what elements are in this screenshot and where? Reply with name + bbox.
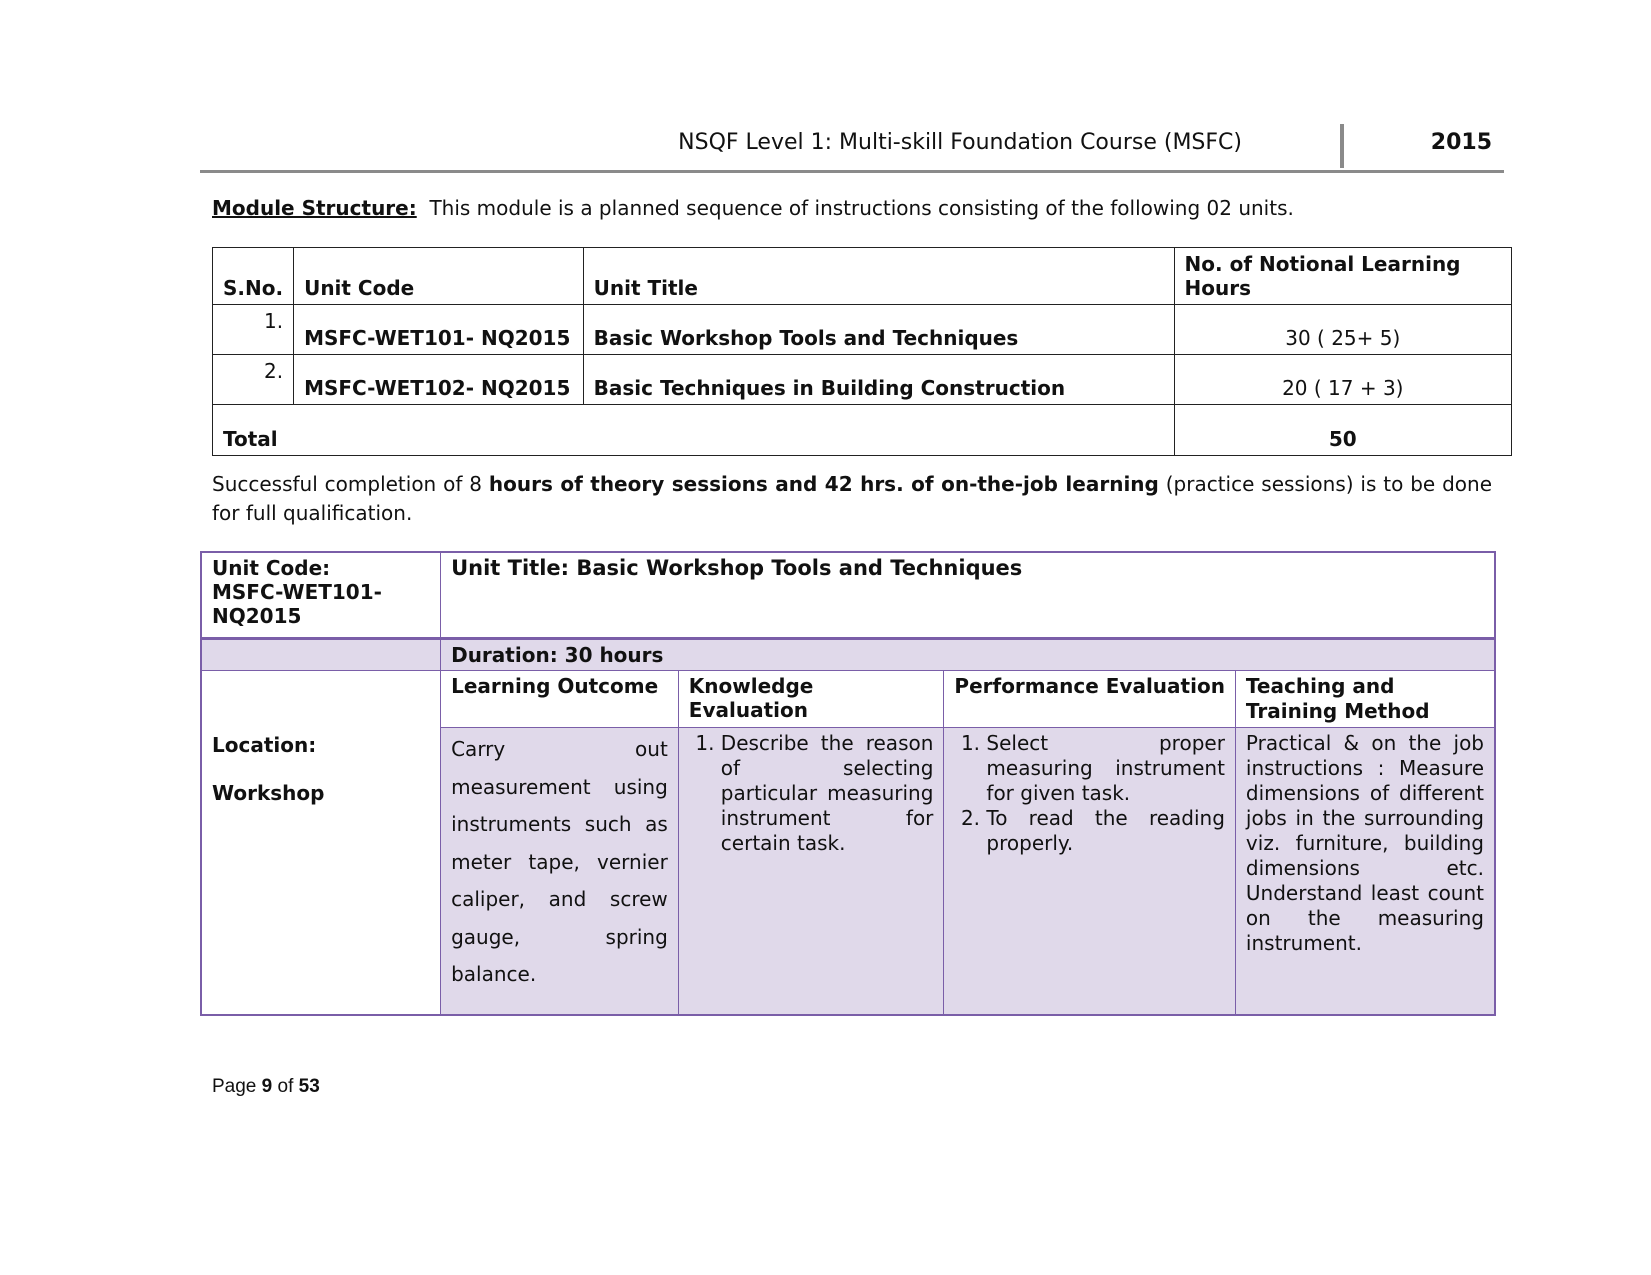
duration-text: Duration: 30 hours: [441, 639, 1495, 671]
lo-line: gauge, spring: [451, 924, 668, 949]
total-row: [213, 405, 1512, 456]
unit-code-label: Unit Code:: [212, 556, 331, 580]
performance-evaluation-cell: [944, 728, 1236, 1016]
header-knowledge-evaluation: Knowledge Evaluation: [678, 671, 944, 728]
row-unit-code: MSFC-WET101- NQ2015: [294, 305, 584, 355]
unit-code-line1: MSFC-WET101-: [212, 580, 382, 604]
row-hours: 30 ( 25+ 5): [1174, 305, 1511, 355]
teaching-method-text: Practical & on the job instructions : Measure dimensions of different jobs in the surrounding viz. furniture, building dimensions etc. Understand least count on the measuring instrument.: [1245, 731, 1484, 955]
lo-line: meter tape, vernier: [451, 849, 668, 874]
lo-line: caliper, and screw: [451, 887, 668, 911]
list-item: 1. Select proper measuring instrument for given task.: [986, 731, 1225, 806]
row-unit-title: Basic Techniques in Building Construction: [583, 355, 1174, 405]
location-cell: [201, 671, 441, 1016]
knowledge-evaluation-cell: [678, 728, 944, 1016]
table-row: [213, 355, 1512, 405]
page-header: [200, 122, 1504, 173]
units-table: [212, 247, 1512, 456]
header-unit-title: Unit Title: [583, 248, 1174, 305]
completion-text-start: Successful completion of 8: [212, 472, 489, 496]
learning-outcome-cell: [441, 728, 679, 1016]
list-item: 1. Describe the reason of selecting particular measuring instrument for certain task.: [721, 731, 934, 856]
header-divider: [1340, 124, 1344, 168]
table-row: [213, 305, 1512, 355]
header-title: NSQF Level 1: Multi-skill Foundation Course (MSFC): [678, 130, 1242, 155]
unit-title: Unit Title: Basic Workshop Tools and Techniques: [441, 552, 1495, 639]
header-hours: No. of Notional Learning Hours: [1174, 248, 1511, 305]
row-sno: 1.: [213, 305, 294, 355]
completion-paragraph: [212, 470, 1492, 528]
completion-text-bold: hours of theory sessions and 42 hrs. of on-the-job learning: [488, 472, 1159, 496]
column-header-row: [201, 671, 1495, 728]
lo-line: measurement using: [451, 774, 668, 799]
unit-detail-table: [200, 551, 1496, 1016]
list-item: 2. To read the reading properly.: [986, 806, 1225, 856]
header-sno: S.No.: [213, 248, 294, 305]
header-unit-code: Unit Code: [294, 248, 584, 305]
duration-spacer: [201, 639, 441, 671]
header-year: 2015: [1430, 130, 1492, 155]
total-label: Total: [213, 405, 1175, 456]
page-total: 53: [298, 1076, 320, 1097]
page-current: 9: [261, 1076, 273, 1097]
row-sno: 2.: [213, 355, 294, 405]
row-hours: 20 ( 17 + 3): [1174, 355, 1511, 405]
duration-row: [201, 639, 1495, 671]
module-structure-text: This module is a planned sequence of instructions consisting of the following 02 units.: [429, 196, 1294, 220]
lo-line: instruments such as: [451, 812, 668, 836]
header-teaching-method: [1235, 671, 1495, 728]
lo-line: Carry out: [451, 737, 668, 761]
units-table-header: [213, 248, 1512, 305]
completion-text-end: (practice sessions) is to be done for full qualification.: [212, 472, 1493, 525]
unit-code-line2: NQ2015: [212, 604, 302, 628]
module-structure-label: Module Structure:: [212, 196, 417, 220]
page-number: [212, 1076, 320, 1098]
row-unit-code: MSFC-WET102- NQ2015: [294, 355, 584, 405]
lo-line: balance.: [451, 962, 537, 986]
unit-title-row: [201, 552, 1495, 639]
performance-evaluation-list: [954, 731, 1225, 856]
header-teaching-line2: Training Method: [1245, 699, 1430, 723]
row-unit-title: Basic Workshop Tools and Techniques: [583, 305, 1174, 355]
location-label: Location:: [212, 733, 317, 757]
location-value: Workshop: [212, 781, 325, 805]
knowledge-evaluation-list: [689, 731, 934, 856]
page-of: of: [277, 1076, 294, 1097]
teaching-method-cell: [1235, 728, 1495, 1016]
header-teaching-line1: Teaching and: [1245, 674, 1395, 698]
module-structure-paragraph: [212, 196, 1294, 220]
unit-code-cell: [201, 552, 441, 639]
header-performance-evaluation: Performance Evaluation: [944, 671, 1236, 728]
learning-outcome-text: [451, 731, 668, 994]
page-label: Page: [212, 1076, 257, 1097]
header-learning-outcome: Learning Outcome: [441, 671, 679, 728]
total-value: 50: [1174, 405, 1511, 456]
